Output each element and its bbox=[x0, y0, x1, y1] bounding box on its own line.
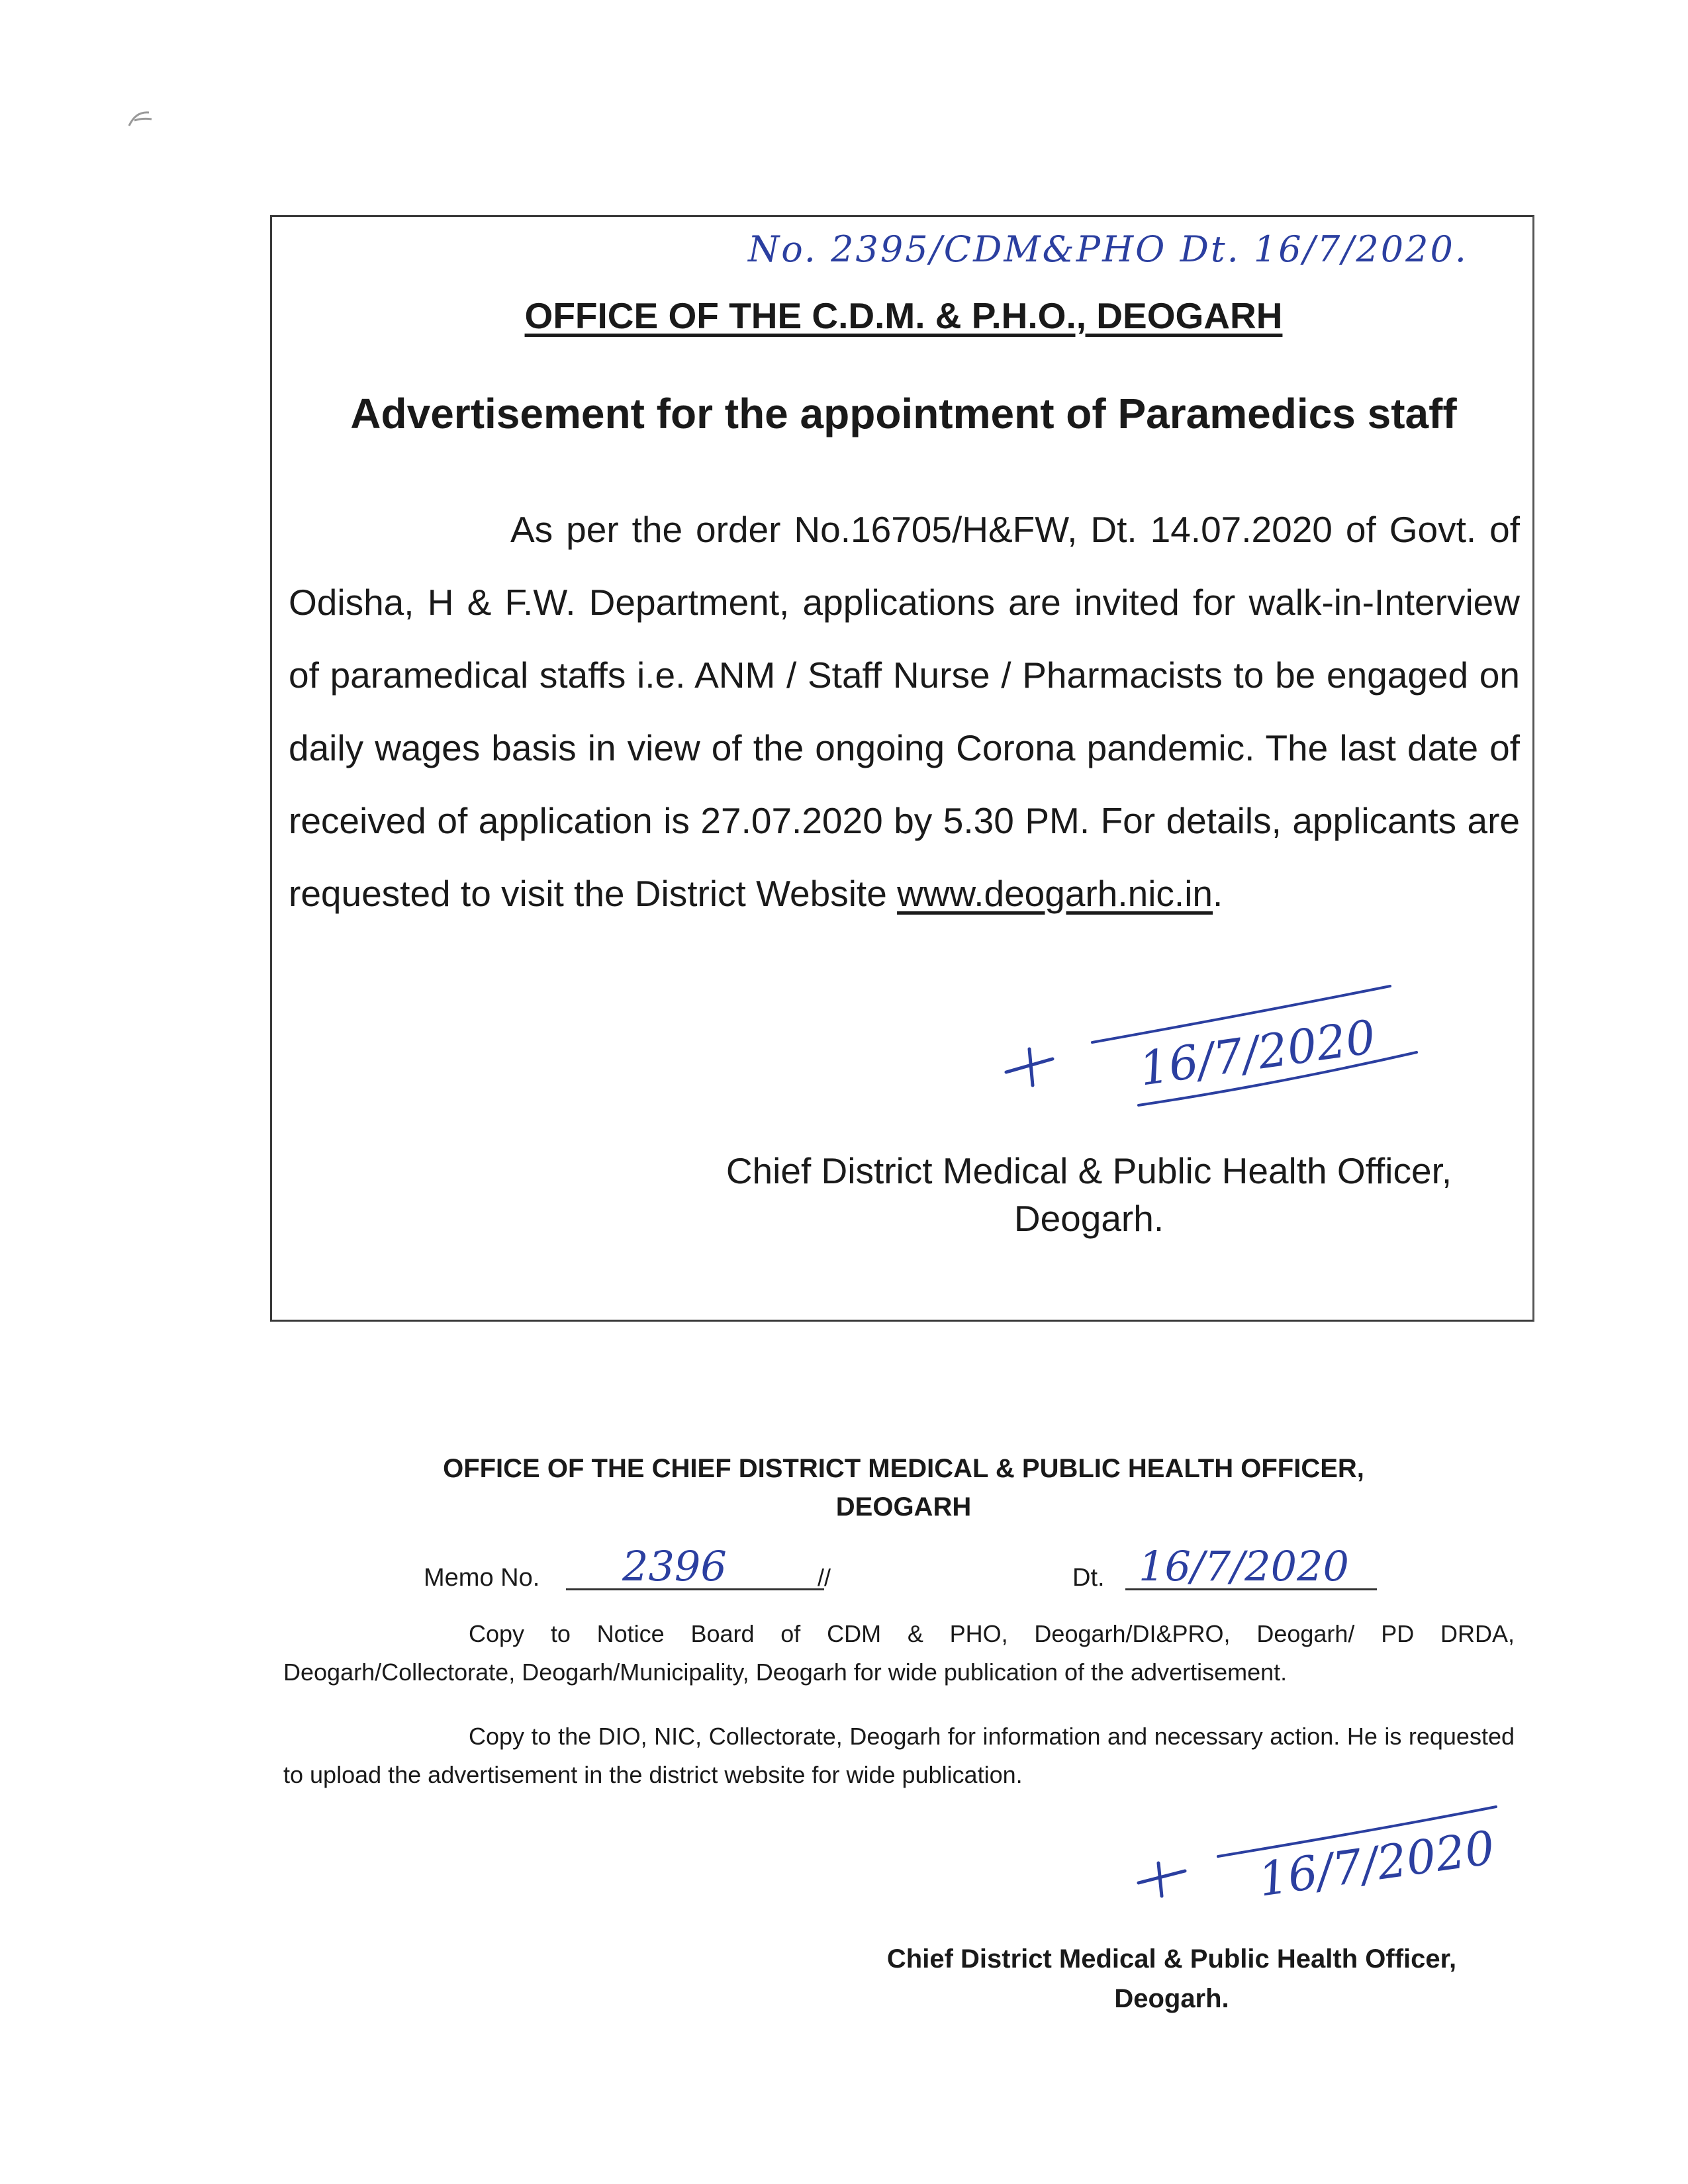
district-website-link[interactable]: www.deogarh.nic.in bbox=[897, 873, 1213, 914]
signature-date: 16/7/2020 bbox=[1136, 1009, 1379, 1097]
office-title: OFFICE OF THE C.D.M. & P.H.O., DEOGARH bbox=[524, 295, 1283, 336]
body-end: . bbox=[1213, 873, 1223, 914]
signatory-title: Chief District Medical & Public Health Officer, bbox=[726, 1150, 1452, 1191]
memo-date: 16/7/2020 bbox=[1139, 1542, 1349, 1590]
signature-date: 16/7/2020 bbox=[1255, 1820, 1498, 1907]
copy-to-paragraph-2: Copy to the DIO, NIC, Collectorate, Deogarh for information and necessary action. He is requested to upload the advertisement in the district website for wide publication. bbox=[283, 1723, 1515, 1788]
memo-office-heading bbox=[278, 1449, 1529, 1526]
memo-signatory-block bbox=[821, 1939, 1523, 2019]
advertisement-heading: Advertisement for the appointment of Paramedics staff bbox=[350, 390, 1457, 437]
memo-signatory-place: Deogarh. bbox=[1114, 1984, 1229, 2013]
date-label: Dt. bbox=[1072, 1564, 1105, 1592]
copy-to-paragraph-1: Copy to Notice Board of CDM & PHO, Deogarh/DI&PRO, Deogarh/ PD DRDA, Deogarh/Collectorate, Deogarh/Municipality, Deogarh for wide publication of the advertisement. bbox=[283, 1620, 1515, 1686]
scan-mark-icon bbox=[122, 106, 162, 132]
memo-no-label: Memo No. bbox=[424, 1564, 540, 1592]
memo-office-line2: DEOGARH bbox=[835, 1492, 972, 1522]
memo-separator: // bbox=[818, 1564, 831, 1591]
signatory-block bbox=[649, 1147, 1529, 1242]
advertisement-body bbox=[289, 493, 1520, 930]
handwritten-reference-number: No. 2395/CDM&PHO Dt. 16/7/2020. bbox=[748, 228, 1468, 270]
signatory-place: Deogarh. bbox=[1013, 1198, 1164, 1239]
memo-signatory-title: Chief District Medical & Public Health Officer, bbox=[886, 1944, 1457, 1974]
memo-office-line1: OFFICE OF THE CHIEF DISTRICT MEDICAL & PUBLIC HEALTH OFFICER, bbox=[443, 1454, 1364, 1483]
memo-number: 2396 bbox=[622, 1542, 727, 1590]
advertisement-body-text: As per the order No.16705/H&FW, Dt. 14.07.2020 of Govt. of Odisha, H & F.W. Department, applications are invited for walk-in-Interview of paramedical staffs i.e. ANM / Staff Nurse / Pharmacists to be engaged on daily wages basis in view of the ongoing Corona pandemic. The last date of received of application is 27.07.2020 by 5.30 PM. For details, applicants are requested to visit the District Website bbox=[289, 509, 1520, 914]
